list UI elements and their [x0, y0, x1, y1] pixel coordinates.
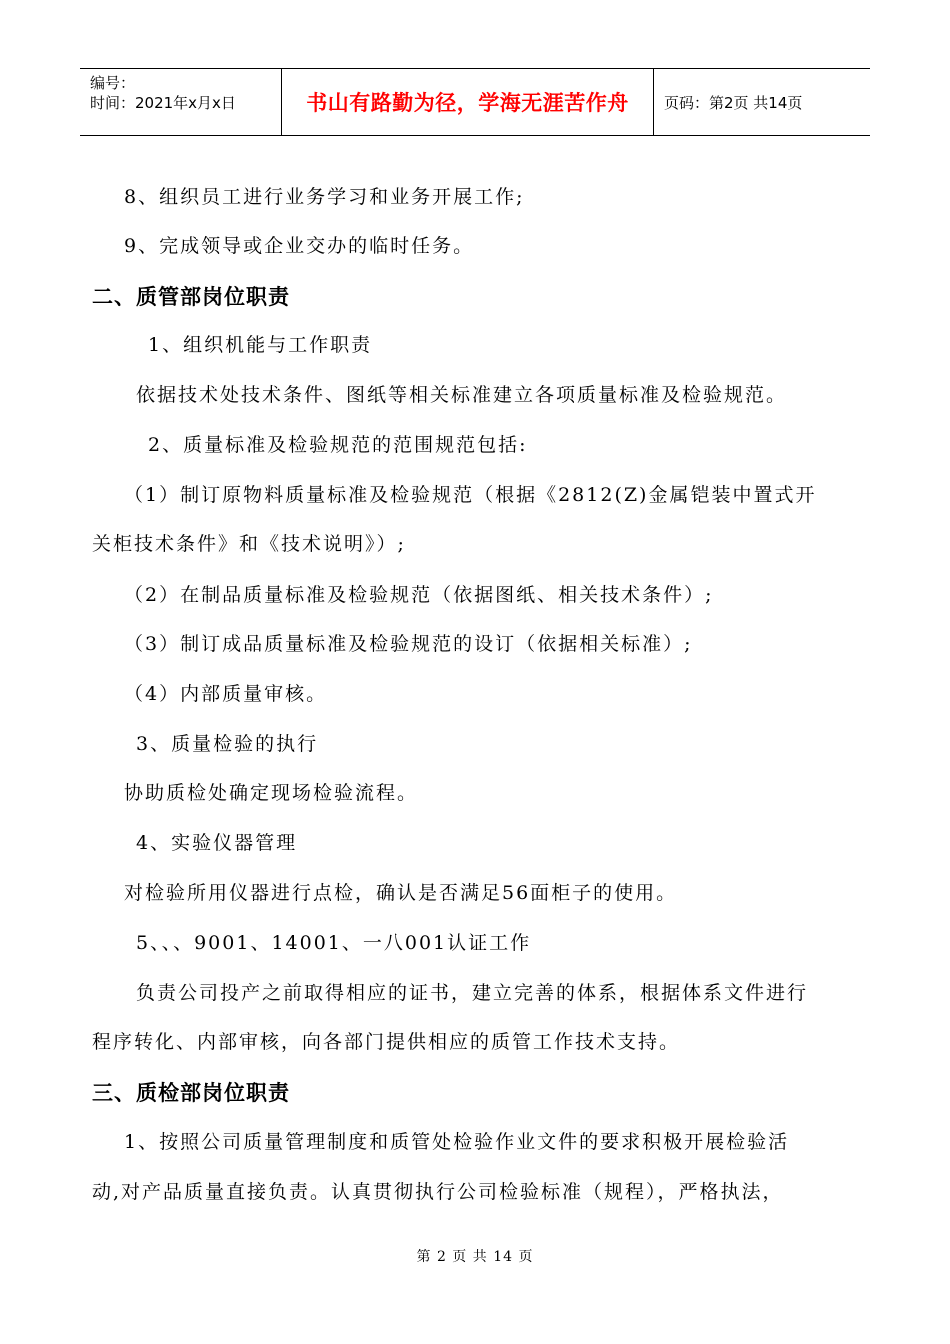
section-heading: 二、质管部岗位职责	[92, 285, 290, 309]
paragraph-line: 负责公司投产之前取得相应的证书，建立完善的体系，根据体系文件进行	[136, 982, 809, 1004]
header-motto: 书山有路勤为径，学海无涯苦作舟	[306, 91, 629, 115]
paragraph-line: 5、、、9001、14001、一八001认证工作	[136, 932, 532, 954]
paragraph-line: （4）内部质量审核。	[124, 683, 328, 705]
paragraph-line: 动,对产品质量直接负责。认真贯彻执行公司检验标准（规程），严格执法，	[92, 1181, 784, 1203]
paragraph-line: 8、组织员工进行业务学习和业务开展工作;	[124, 186, 525, 208]
paragraph-line: 依据技术处技术条件、图纸等相关标准建立各项质量标准及检验规范。	[136, 384, 788, 406]
page-footer: 第 2 页 共 14 页	[416, 1249, 534, 1265]
paragraph-line: 3、质量检验的执行	[136, 733, 319, 755]
paragraph-line: 2、质量标准及检验规范的范围规范包括:	[148, 434, 528, 456]
section-heading: 三、质检部岗位职责	[92, 1081, 290, 1105]
header-motto-cell	[282, 69, 654, 135]
paragraph-line: 1、组织机能与工作职责	[148, 334, 373, 356]
paragraph-line: 4、实验仪器管理	[136, 832, 298, 854]
header-page-cell	[654, 69, 870, 135]
document-date: 时间：2021年x月x日	[90, 94, 236, 112]
paragraph-line: （2）在制品质量标准及检验规范（依据图纸、相关技术条件）;	[124, 584, 714, 606]
paragraph-line: 程序转化、内部审核，向各部门提供相应的质管工作技术支持。	[92, 1031, 681, 1053]
header-table	[80, 68, 870, 136]
paragraph-line: 1、按照公司质量管理制度和质管处检验作业文件的要求积极开展检验活	[124, 1131, 790, 1153]
paragraph-line: 协助质检处确定现场检验流程。	[124, 782, 419, 804]
paragraph-line: 对检验所用仪器进行点检，确认是否满足56面柜子的使用。	[124, 882, 678, 904]
header-page-info: 页码：第2页 共14页	[664, 93, 803, 112]
header-meta-cell	[80, 69, 282, 135]
paragraph-line: （1）制订原物料质量标准及检验规范（根据《2812(Z)金属铠装中置式开	[124, 484, 817, 506]
paragraph-line: （3）制订成品质量标准及检验规范的设订（依据相关标准）;	[124, 633, 693, 655]
paragraph-line: 关柜技术条件》和《技术说明》）;	[92, 533, 406, 555]
paragraph-line: 9、完成领导或企业交办的临时任务。	[124, 235, 475, 257]
document-number-label: 编号：	[90, 74, 136, 92]
